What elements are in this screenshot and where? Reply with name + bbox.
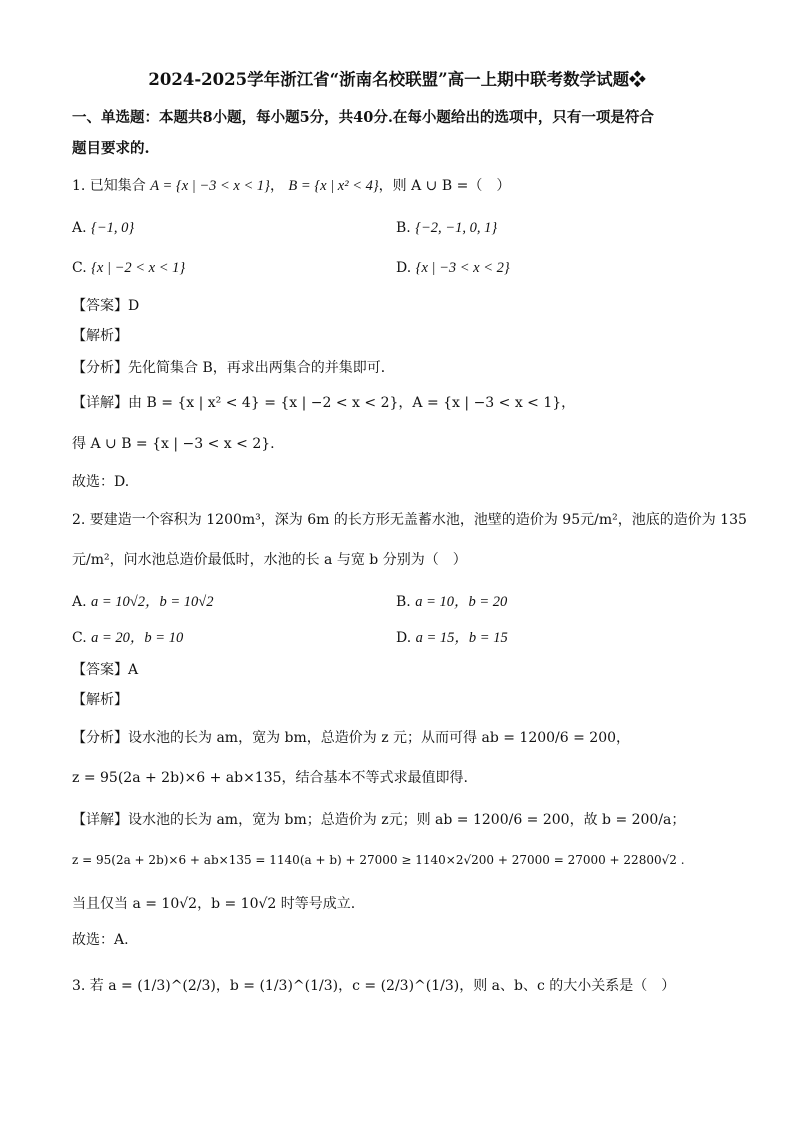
option-text: {x | −2 < x < 1} xyxy=(91,260,186,276)
q2-equality-condition: 当且仅当 a = 10√2，b = 10√2 时等号成立. xyxy=(72,896,356,912)
q2-xiangjie: 【详解】设水池的长为 am，宽为 bm；总造价为 z元；则 ab = 1200/6 = 200，故 b = 200/a； xyxy=(72,812,686,828)
q1-ask: ，则 A ∪ B =（ ） xyxy=(378,178,511,194)
q1-answer: 【答案】D xyxy=(72,298,140,314)
option-label: A. xyxy=(72,594,87,610)
option-label: B. xyxy=(396,220,411,236)
q2-stem-line1: 2. 要建造一个容积为 1200m³，深为 6m 的长方形无盖蓄水池，池壁的造价为 95元/m²，池底的造价为 135 xyxy=(72,512,747,528)
page-title: 2024-2025学年浙江省“浙南名校联盟”高一上期中联考数学试题❖ xyxy=(148,70,646,89)
q1-fenxi: 【分析】先化简集合 B，再求出两集合的并集即可． xyxy=(72,360,395,376)
option-text: {−1, 0} xyxy=(91,220,135,236)
option-text: {x | −3 < x < 2} xyxy=(415,260,510,276)
q1-set-b: B = {x | x² < 4} xyxy=(288,178,379,194)
option-text: a = 10，b = 20 xyxy=(415,594,508,610)
q2-fenxi: 【分析】设水池的长为 am，宽为 bm，总造价为 z 元；从而可得 ab = 1200/6 = 200， xyxy=(72,730,631,746)
option-label: C. xyxy=(72,630,87,646)
q2-option-b xyxy=(396,592,507,612)
section-heading-line1: 一、单选题：本题共8小题，每小题5分，共40分.在每小题给出的选项中，只有一项是符合 xyxy=(72,109,654,126)
option-label: D. xyxy=(396,260,412,276)
q2-stem-line2: 元/m²，问水池总造价最低时，水池的长 a 与宽 b 分别为（ ） xyxy=(72,552,467,568)
q1-result: 得 A ∪ B = {x | −3 < x < 2}. xyxy=(72,436,275,452)
q1-choose: 故选：D. xyxy=(72,474,130,490)
option-text: {−2, −1, 0, 1} xyxy=(415,220,498,236)
q1-jiexi: 【解析】 xyxy=(72,328,128,344)
q2-calculation: z = 95(2a + 2b)×6 + ab×135 = 1140(a + b) + 27000 ≥ 1140×2√200 + 27000 = 27000 + 22800√2 . xyxy=(72,853,685,867)
option-label: C. xyxy=(72,260,87,276)
section-heading-line2: 题目要求的. xyxy=(72,140,150,157)
q2-option-d xyxy=(396,628,508,648)
q1-prefix: 1. 已知集合 xyxy=(72,178,146,194)
option-label: B. xyxy=(396,594,411,610)
option-text: a = 10√2，b = 10√2 xyxy=(91,594,214,610)
option-text: a = 20，b = 10 xyxy=(91,630,184,646)
option-text: a = 15，b = 15 xyxy=(415,630,508,646)
q2-answer: 【答案】A xyxy=(72,662,139,678)
q1-xiangjie: 【详解】由 B = {x | x² < 4} = {x | −2 < x < 2}，A = {x | −3 < x < 1}， xyxy=(72,395,576,411)
option-label: D. xyxy=(396,630,412,646)
q2-fenxi-formula: z = 95(2a + 2b)×6 + ab×135，结合基本不等式求最值即得. xyxy=(72,770,468,786)
q2-choose: 故选：A. xyxy=(72,932,129,948)
q2-jiexi: 【解析】 xyxy=(72,692,128,708)
q3-stem: 3. 若 a = (1/3)^(2/3)，b = (1/3)^(1/3)，c = (2/3)^(1/3)，则 a、b、c 的大小关系是（ ） xyxy=(72,978,676,994)
q1-stem: 1. 已知集合 A = {x | −3 < x < 1}， B = {x | x² < 4}，则 A ∪ B =（ ） xyxy=(72,178,511,194)
q1-set-a: A = {x | −3 < x < 1} xyxy=(150,178,270,194)
q1-option-d xyxy=(396,258,510,278)
option-label: A. xyxy=(72,220,87,236)
q1-option-b xyxy=(396,218,497,238)
